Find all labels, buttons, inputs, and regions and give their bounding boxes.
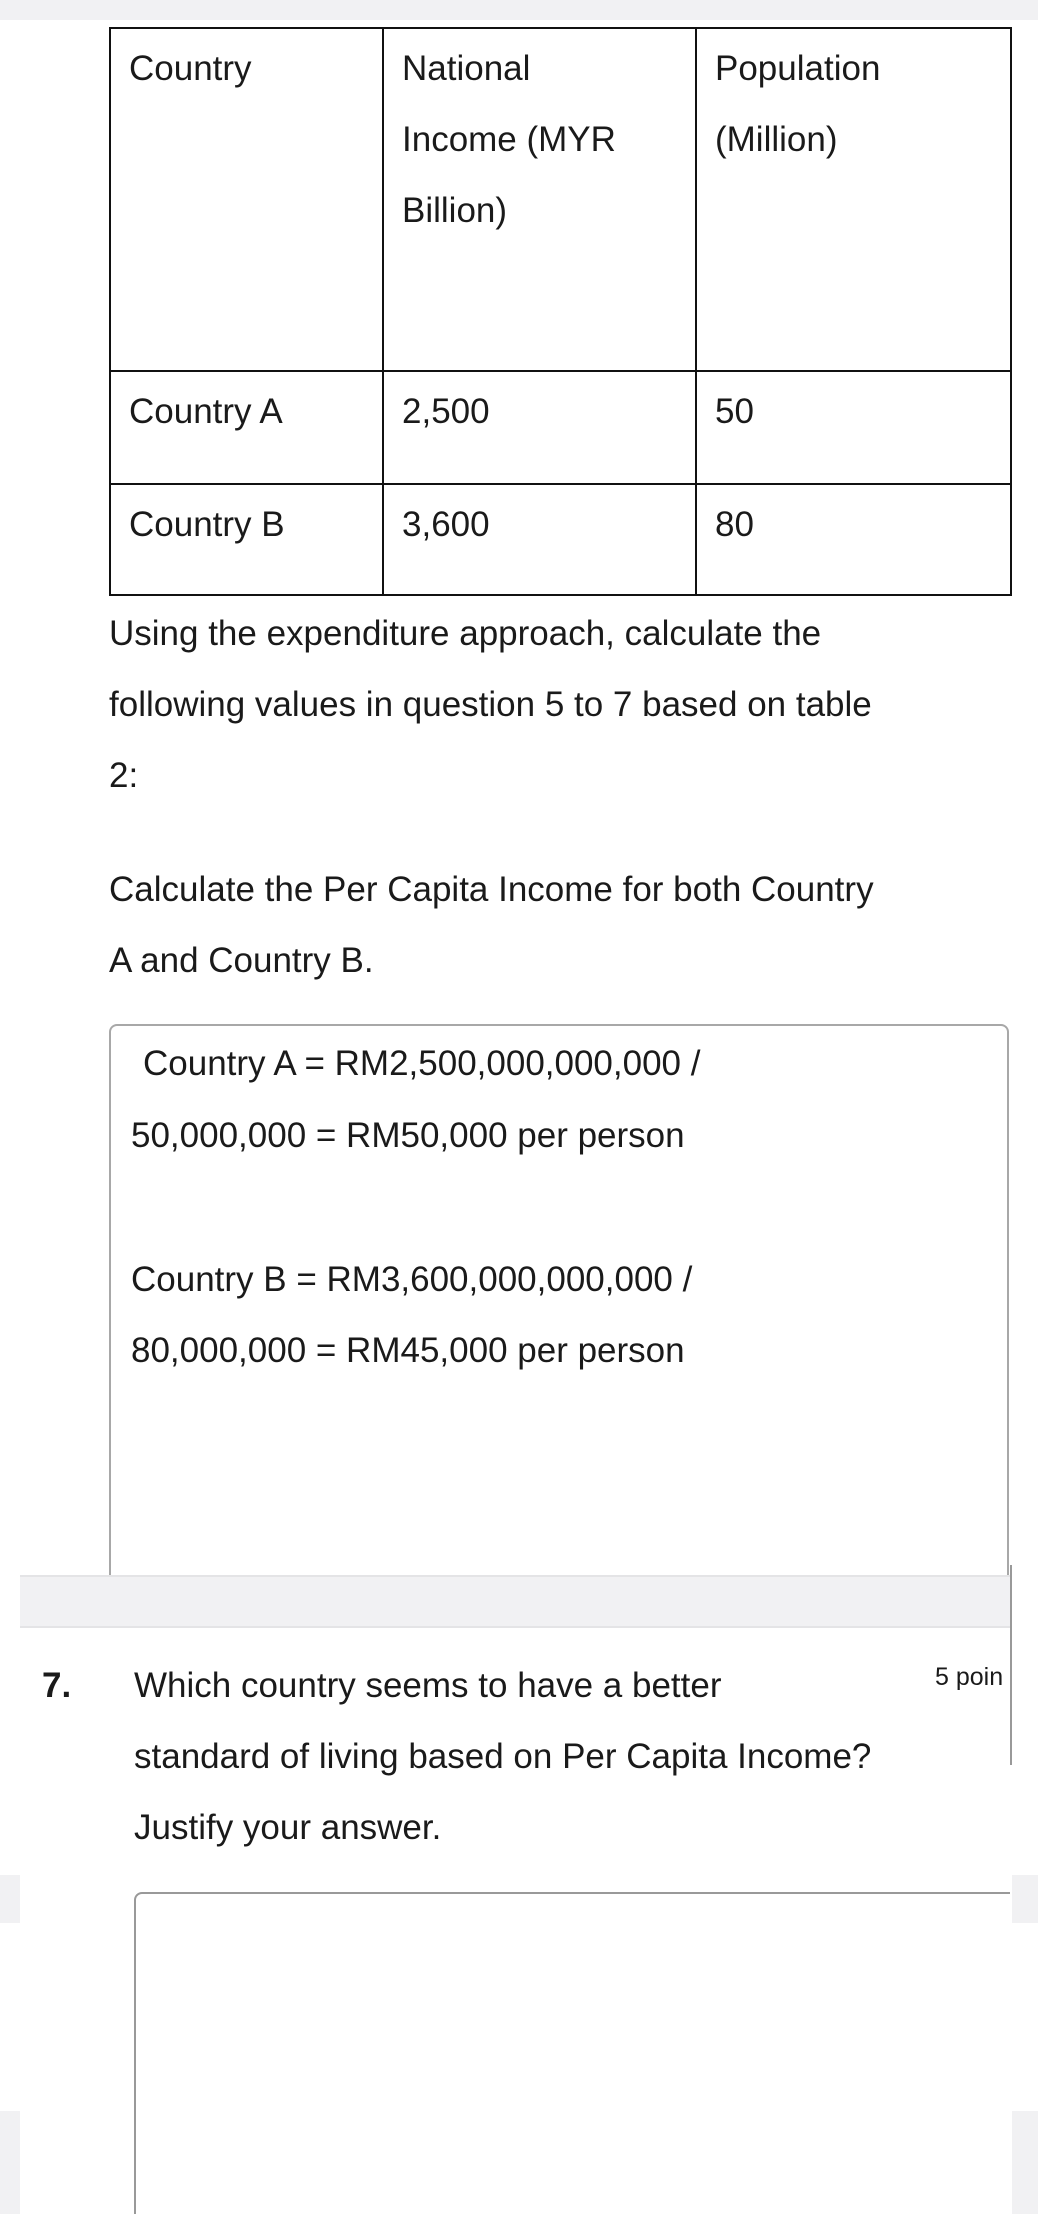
table-header-row <box>110 28 1011 371</box>
cell-text: 80 <box>715 505 754 544</box>
header-text: (Million) <box>715 120 838 159</box>
question-6-answer-box[interactable] <box>109 1024 1009 1584</box>
question-line: Which country seems to have a better <box>134 1666 722 1705</box>
header-text: Income (MYR <box>402 120 616 159</box>
header-text: Population <box>715 49 881 88</box>
card-border <box>1010 1565 1012 1765</box>
header-text: Billion) <box>402 191 508 230</box>
cell-text: 2,500 <box>402 392 490 431</box>
points-label: 5 poin <box>935 1663 1004 1691</box>
question-6-text <box>109 854 1009 996</box>
table-row <box>110 484 1011 595</box>
instruction-line: following values in question 5 to 7 based on table <box>109 685 872 724</box>
data-table <box>109 27 1012 596</box>
instruction-line: 2: <box>109 756 139 795</box>
answer-line: Country A = RM2,500,000,000,000 / <box>143 1044 701 1083</box>
question-7-answer-input[interactable] <box>134 1892 1010 2214</box>
side-strip <box>0 1875 20 1923</box>
question-line: Calculate the Per Capita Income for both Country <box>109 870 874 909</box>
answer-line: Country B = RM3,600,000,000,000 / <box>131 1260 693 1299</box>
answer-line: 50,000,000 = RM50,000 per person <box>131 1116 685 1155</box>
answer-line: 80,000,000 = RM45,000 per person <box>131 1331 685 1370</box>
cell-text: 3,600 <box>402 505 490 544</box>
question-number: 7. <box>42 1666 72 1705</box>
header-text: Country <box>129 49 252 88</box>
table-cell <box>696 371 1011 484</box>
question-7-text <box>134 1650 994 1863</box>
question-line: standard of living based on Per Capita Income? <box>134 1737 872 1776</box>
question-separator <box>20 1575 1011 1628</box>
side-strip <box>1012 1875 1038 1923</box>
header-text: National <box>402 49 531 88</box>
instruction-line: Using the expenditure approach, calculate the <box>109 614 822 653</box>
cell-text: 50 <box>715 392 754 431</box>
table-cell <box>383 371 696 484</box>
cell-text: Country B <box>129 505 285 544</box>
table-cell <box>383 484 696 595</box>
table-header-cell <box>110 28 383 371</box>
instruction-text <box>109 598 1009 811</box>
table-row <box>110 371 1011 484</box>
side-strip <box>0 2111 20 2214</box>
cell-text: Country A <box>129 392 283 431</box>
top-band <box>0 0 1038 20</box>
table-cell <box>110 484 383 595</box>
table-header-cell <box>383 28 696 371</box>
side-strip <box>1012 2111 1038 2214</box>
table-cell <box>696 484 1011 595</box>
question-line: Justify your answer. <box>134 1808 442 1847</box>
question-line: A and Country B. <box>109 941 374 980</box>
table-header-cell <box>696 28 1011 371</box>
table-cell <box>110 371 383 484</box>
